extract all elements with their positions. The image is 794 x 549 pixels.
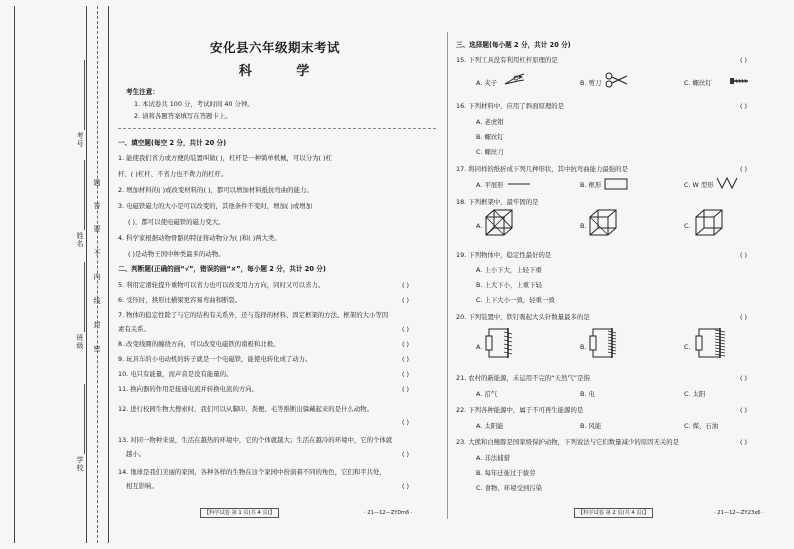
q21-stem: 21. 农村的新能源，未运用不完的“天然气”是指 <box>456 374 590 382</box>
w-fold-icon <box>716 177 738 189</box>
q15-option-a: A. 夹子 <box>476 79 498 87</box>
s2-paren: ( ) <box>402 281 410 289</box>
s2-paren: ( ) <box>402 418 410 426</box>
q22-option-b: B. 风能 <box>580 422 602 430</box>
subject-title: 科 学 <box>238 64 330 79</box>
q18-stem: 18. 下列框架中，最牢固的是 <box>456 198 539 206</box>
s1-line: 2. 增加材料的( )或改变材料的( )，都可以增加材料抵抗弯曲的能力。 <box>118 186 313 194</box>
s2-paren: ( ) <box>402 340 410 348</box>
page1-footer: 【科学试卷 第 1 页(共 4 页)】 <box>200 508 279 518</box>
q15-paren: ( ) <box>740 56 748 64</box>
coil-nail-icon <box>484 326 522 360</box>
s2-item: 14. 地球是我们美丽的家园，各种各样的生物在这个家园中扮演着不同的角色，它们和平共处， <box>118 468 386 476</box>
binding-label-class: 班级 <box>76 334 84 350</box>
s2-paren: ( ) <box>402 450 410 458</box>
q22-option-a: A. 太阳能 <box>476 422 504 430</box>
s2-item: 8. 改变线圈的缠绕方向，可以改变电磁铁的南极和北极。 <box>118 340 280 348</box>
binding-label-school: 学校 <box>76 456 84 472</box>
seal-char: 题 <box>93 179 101 187</box>
s2-paren: ( ) <box>402 370 410 378</box>
q21-option-c: C. 太阳 <box>684 390 706 398</box>
exam-title: 安化县六年级期末考试 <box>209 40 340 55</box>
scissors-icon <box>605 72 629 88</box>
notice-title: 考生注意： <box>126 88 159 96</box>
q19-option-b: B. 上大下小，上重下轻 <box>476 281 542 289</box>
seal-char: 答 <box>93 202 101 210</box>
q17-paren: ( ) <box>740 165 748 173</box>
underline-name <box>84 160 85 230</box>
q22-option-c: C. 煤、石油 <box>684 422 719 430</box>
q18-option-c: C. <box>684 222 691 230</box>
q20-option-a: A. <box>476 343 483 351</box>
q21-option-b: B. 电 <box>580 390 595 398</box>
q16-paren: ( ) <box>740 102 748 110</box>
s2-paren: ( ) <box>402 296 410 304</box>
notice-line-1: 1. 本试卷共 100 分，考试时间 40 分钟。 <box>134 100 254 108</box>
s1-line: 3. 电磁铁磁力的大小是可以改变的，其他条件不变时，增加( )或增加 <box>118 202 313 210</box>
cube-frame-icon <box>694 208 724 238</box>
seal-char: 要 <box>93 225 101 233</box>
s2-item: 13. 对同一物种来说，生活在越热的环境中，它的个体就越大；生活在越冷的环境中，它的个体就 <box>118 436 393 444</box>
s1-line: ( )是动物王国中种类最多的动物。 <box>128 250 225 258</box>
q19-option-c: C. 上下大小一致，轻重一致 <box>476 296 555 304</box>
q15-option-b: B. 剪刀 <box>580 79 602 87</box>
s2-item: 11. 换向器的作用是接通电流并转换电流的方向。 <box>118 385 259 393</box>
q15-option-c: C. 螺丝钉 <box>684 79 712 87</box>
underline-class <box>84 262 85 332</box>
binding-label-name: 姓名 <box>76 232 84 248</box>
s2-paren: ( ) <box>402 325 410 333</box>
q20-option-c: C. <box>684 343 691 351</box>
q23-option-b: B. 每年迁徙过于拔劳 <box>476 469 536 477</box>
q20-paren: ( ) <box>740 313 748 321</box>
s2-paren: ( ) <box>402 355 410 363</box>
coil-nail-icon <box>694 326 734 360</box>
notice-line-2: 2. 请将各题答案填写在答题卡上。 <box>134 112 232 120</box>
seal-char: 不 <box>93 249 101 257</box>
q19-paren: ( ) <box>740 251 748 259</box>
seal-char: 线 <box>93 297 101 305</box>
page2-code: · 21—12—ZY23x6 · <box>714 510 764 516</box>
s2-item: 5. 利用定滑轮提升重物可以省力也可以改变用力方向，同时又可以省力。 <box>118 281 325 289</box>
s2-item: 越小。 <box>126 450 146 458</box>
section3-title: 三、选择题(每小题 2 分，共计 20 分) <box>456 41 571 49</box>
q21-paren: ( ) <box>740 374 748 382</box>
q22-paren: ( ) <box>740 406 748 414</box>
q23-option-c: C. 食物、环境受到污染 <box>476 484 543 492</box>
section2-title: 二、判断题(正确的画“√”，错误的画“×”，每小题 2 分，共计 20 分) <box>118 265 326 273</box>
cube-frame-icon <box>484 208 514 238</box>
binding-label-exam-no: 考号 <box>76 132 84 148</box>
seal-char: 内 <box>93 273 101 281</box>
underline-exam-no <box>84 60 85 130</box>
seal-char: 密 <box>93 345 101 353</box>
binding-line-1 <box>86 6 87 543</box>
page1-code: · 21—12—ZY0m6 · <box>364 510 413 516</box>
q16-option-c: C. 螺丝刀 <box>476 148 504 156</box>
s2-paren: ( ) <box>402 385 410 393</box>
screw-icon <box>730 76 750 86</box>
s2-item: 12. 进行校园生物大搜索时，我们可以从脚印、粪便、毛等推断出躲藏起来的是什么动物。 <box>118 405 374 413</box>
s1-line: 4. 科学家根据动物骨骼的特征将动物分为( )和( )两大类。 <box>118 234 281 242</box>
underline-school <box>84 384 85 454</box>
s2-item: 7. 物体的稳定性除了与它的结构有关系外，还与选择的材料、固定框架的方法、框架的大小等因 <box>118 311 389 319</box>
page-divider <box>447 32 448 519</box>
coil-nail-icon <box>588 326 626 360</box>
s2-item: 6. 受压时，拱形比横梁更容易弯曲和断裂。 <box>118 296 242 304</box>
q17-option-a: A. 平展形 <box>476 181 504 189</box>
s1-line: 杆、( )杠杆、不省力也不费力的杠杆。 <box>118 170 228 178</box>
binding-line-2 <box>108 6 109 543</box>
s1-line: 1. 能使我们省力或方便的装置叫做( )，杠杆是一种简单机械，可以分为( )杠 <box>118 154 332 162</box>
notice-divider <box>118 128 436 129</box>
clip-icon <box>504 72 526 86</box>
box-fold-icon <box>604 178 628 190</box>
s1-line: ( )，都可以使电磁铁的磁力变大。 <box>128 218 225 226</box>
q17-option-c: C. W 型形 <box>684 181 714 189</box>
s2-item: 10. 电只有能量，而声音是没有能量的。 <box>118 370 233 378</box>
q23-stem: 23. 大熊和白鳍豚是国家级保护动物，下列说法与它们数量减少的原因无关的是 <box>456 438 680 446</box>
q16-option-a: A. 老虎钳 <box>476 118 504 126</box>
q20-option-b: B. <box>580 343 587 351</box>
q17-option-b: B. 框形 <box>580 181 602 189</box>
q23-paren: ( ) <box>740 438 748 446</box>
s2-item: 相互影响。 <box>126 482 158 490</box>
q17-stem: 17. 将同样的纸折成下列几种形状，其中抗弯曲能力最强的是 <box>456 165 628 173</box>
q15-stem: 15. 下列工具没有利用杠杆原理的是 <box>456 56 558 64</box>
q19-option-a: A. 上小下大，上轻下重 <box>476 266 542 274</box>
q19-stem: 19. 下列物体中，稳定性最好的是 <box>456 251 552 259</box>
q16-option-b: B. 螺丝钉 <box>476 133 504 141</box>
binding-line-outer <box>14 6 15 543</box>
section1-title: 一、填空题(每空 2 分，共计 20 分) <box>118 139 227 147</box>
q16-stem: 16. 下列材料中，应用了斜面原理的是 <box>456 102 565 110</box>
q21-option-a: A. 沼气 <box>476 390 498 398</box>
q22-stem: 22. 下列各种能源中，属于不可再生能源的是 <box>456 406 584 414</box>
cube-frame-icon <box>588 208 618 238</box>
q23-option-a: A. 非法捕猎 <box>476 454 510 462</box>
seal-char: 封 <box>93 321 101 329</box>
s2-paren: ( ) <box>402 482 410 490</box>
q20-stem: 20. 下列装置中，铁钉吸起大头针数量最多的是 <box>456 313 590 321</box>
page2-footer: 【科学试卷 第 2 页(共 4 页)】 <box>574 508 653 518</box>
flat-fold-icon <box>508 180 530 188</box>
s2-item: 素有关系。 <box>118 325 150 333</box>
q18-option-a: A. <box>476 222 483 230</box>
q18-option-b: B. <box>580 222 587 230</box>
s2-item: 9. 玩具车的小电动机的转子就是一个电磁铁，能使电转化成了动力。 <box>118 355 312 363</box>
